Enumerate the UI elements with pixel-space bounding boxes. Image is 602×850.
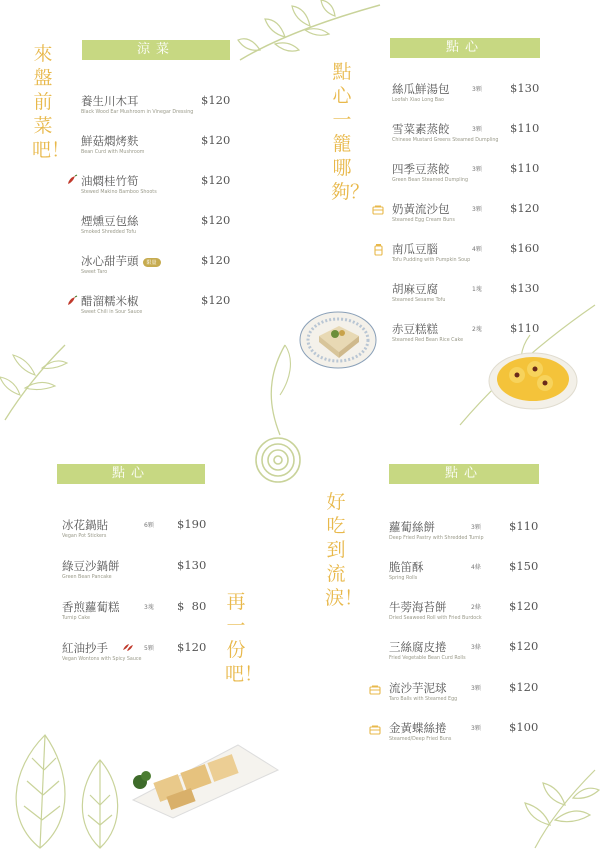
item-name: 冰心甜芋頭 限量	[81, 253, 161, 269]
limited-badge: 限量	[143, 258, 161, 267]
item-name: 三絲腐皮捲	[389, 640, 447, 654]
item-english-name: Sweet Taro	[81, 270, 108, 275]
item-quantity: 3顆	[472, 86, 482, 93]
item-name: 南瓜豆腦	[392, 242, 438, 256]
section-header-dim-sum-3: 點心	[389, 464, 539, 484]
item-english-name: Smoked Shredded Tofu	[81, 230, 137, 235]
item-name: 冰花鍋貼	[62, 518, 108, 532]
item-quantity: 3塊	[144, 604, 154, 611]
item-price: $110	[510, 321, 540, 335]
steamer-icon	[369, 683, 381, 695]
item-name: 養生川木耳	[81, 94, 139, 108]
menu-item	[389, 720, 539, 748]
item-price: $150	[509, 559, 539, 573]
sesame-tofu-photo	[299, 308, 377, 370]
item-quantity: 2塊	[472, 326, 482, 333]
chili-icon	[66, 174, 78, 186]
item-name: 胡麻豆腐	[392, 282, 438, 296]
item-english-name: Sweet Chili in Sour Sauce	[81, 310, 143, 315]
item-price: $130	[510, 81, 540, 95]
section-header-dim-sum-2: 點心	[57, 464, 205, 484]
menu-item	[389, 519, 539, 547]
menu-item	[81, 93, 229, 121]
item-quantity: 4條	[471, 564, 481, 571]
item-english-name: Fried Vegetable Bean Curd Rolls	[389, 656, 466, 661]
item-quantity: 4顆	[472, 246, 482, 253]
menu-item	[392, 281, 542, 309]
item-price: $120	[201, 133, 231, 147]
item-name: 奶黃流沙包	[392, 202, 450, 216]
item-price: $120	[201, 293, 231, 307]
item-english-name: Loofah Xiao Long Bao	[392, 98, 444, 103]
item-price: $120	[177, 640, 207, 654]
item-price: $120	[509, 680, 539, 694]
section-header-cold-dishes: 涼菜	[82, 40, 230, 60]
item-name: 油燜桂竹筍	[81, 174, 139, 188]
item-name: 牛蒡海苔餅	[389, 600, 447, 614]
item-price: $110	[509, 519, 539, 533]
item-english-name: Green Bean Pancake	[62, 575, 112, 580]
item-quantity: 5顆	[144, 645, 154, 652]
menu-item	[392, 161, 542, 189]
slogan-appetizer: 來盤前菜吧！	[32, 43, 71, 161]
menu-item	[62, 599, 207, 627]
item-english-name: Spring Rolls	[389, 576, 418, 581]
item-name: 脆笛酥	[389, 560, 424, 574]
item-price: $ 80	[177, 599, 207, 613]
item-english-name: Dried Seaweed Roll with Fried Burdock	[389, 616, 482, 621]
menu-item	[392, 81, 542, 109]
item-quantity: 3顆	[472, 166, 482, 173]
item-english-name: Green Bean Steamed Dumpling	[392, 178, 469, 183]
slogan-delicious: 好吃到流淚！	[325, 491, 364, 609]
item-english-name: Chinese Mustard Greens Steamed Dumpling	[392, 138, 499, 143]
item-english-name: Turnip Cake	[62, 616, 90, 621]
section-header-dim-sum-1: 點心	[390, 38, 540, 58]
item-quantity: 3條	[471, 644, 481, 651]
item-price: $110	[510, 121, 540, 135]
leaf-decoration-bottom-left	[0, 730, 140, 850]
menu-item	[81, 253, 229, 281]
item-name: 煙燻豆包絲	[81, 214, 139, 228]
item-english-name: Taro Balls with Steamed Egg	[389, 697, 458, 702]
item-english-name: Steamed/Deep Fried Buns	[389, 737, 452, 742]
menu-item	[392, 201, 542, 229]
item-price: $120	[510, 201, 540, 215]
item-name: 金黃蝶絲捲	[389, 721, 447, 735]
pumpkin-tofu-pudding-photo	[487, 345, 579, 411]
menu-item	[62, 517, 207, 545]
leaf-decoration-bottom-right	[515, 760, 602, 850]
item-name: 蘿蔔絲餅	[389, 520, 435, 534]
item-price: $120	[201, 173, 231, 187]
turnip-cake-photo	[128, 740, 280, 820]
leaf-decoration-top	[230, 0, 390, 70]
item-english-name: Black Wood Ear Mushroom in Vinegar Dressing	[81, 110, 194, 115]
item-price: $120	[201, 253, 231, 267]
item-quantity: 3顆	[472, 126, 482, 133]
jar-icon	[373, 243, 384, 256]
item-english-name: Steamed Red Bean Rice Cake	[392, 338, 464, 343]
item-price: $120	[509, 599, 539, 613]
slogan-dimsum: 點心一籠哪夠？	[331, 61, 370, 203]
item-name: 醋溜糯米椒	[81, 294, 139, 308]
item-price: $120	[201, 93, 231, 107]
menu-item	[81, 213, 229, 241]
item-name: 鮮菇燜烤麩	[81, 134, 139, 148]
item-price: $130	[510, 281, 540, 295]
menu-item	[389, 559, 539, 587]
slogan-another-serving: 再一份吧！	[225, 591, 264, 685]
menu-item	[81, 173, 229, 201]
item-name: 流沙芋泥球	[389, 681, 447, 695]
item-price: $120	[201, 213, 231, 227]
item-name: 紅油抄手	[62, 641, 108, 655]
item-english-name: Steamed Egg Cream Buns	[392, 218, 455, 223]
menu-item	[392, 121, 542, 149]
item-english-name: Bean Curd with Mushroom	[81, 150, 145, 155]
item-english-name: Vegan Pot Stickers	[62, 534, 107, 539]
item-english-name: Vegan Wontons with Spicy Sauce	[62, 657, 142, 662]
item-name: 雪菜素蒸餃	[392, 122, 450, 136]
item-price: $120	[509, 639, 539, 653]
item-name: 赤豆糕糕	[392, 322, 438, 336]
item-price: $110	[510, 161, 540, 175]
item-quantity: 3顆	[471, 685, 481, 692]
menu-item	[392, 241, 542, 269]
menu-item	[392, 321, 542, 349]
menu-item	[389, 680, 539, 708]
item-name: 綠豆沙鍋餅	[62, 559, 120, 573]
item-quantity: 6顆	[144, 522, 154, 529]
item-name: 香煎蘿蔔糕	[62, 600, 120, 614]
leaf-decoration-left	[0, 330, 70, 425]
chili-icon	[66, 295, 78, 307]
menu-item	[62, 640, 207, 668]
steamer-icon	[372, 203, 384, 215]
steamer-icon	[369, 723, 381, 735]
menu-item	[389, 639, 539, 667]
menu-item	[389, 599, 539, 627]
item-english-name: Stewed Makino Bamboo Shoots	[81, 190, 157, 195]
item-price: $190	[177, 517, 207, 531]
menu-item	[62, 558, 207, 586]
item-quantity: 3顆	[471, 725, 481, 732]
item-english-name: Steamed Sesame Tofu	[392, 298, 446, 303]
item-price: $160	[510, 241, 540, 255]
item-quantity: 3顆	[471, 524, 481, 531]
menu-item	[81, 133, 229, 161]
item-english-name: Deep Fried Pastry with Shredded Turnip	[389, 536, 484, 541]
item-english-name: Tofu Pudding with Pumpkin Soup	[392, 258, 471, 263]
item-name: 絲瓜鮮湯包	[392, 82, 450, 96]
item-price: $130	[177, 558, 207, 572]
menu-item	[81, 293, 229, 321]
item-quantity: 2條	[471, 604, 481, 611]
item-name: 四季豆蒸餃	[392, 162, 450, 176]
item-quantity: 1塊	[472, 286, 482, 293]
item-quantity: 3顆	[472, 206, 482, 213]
item-price: $100	[509, 720, 539, 734]
